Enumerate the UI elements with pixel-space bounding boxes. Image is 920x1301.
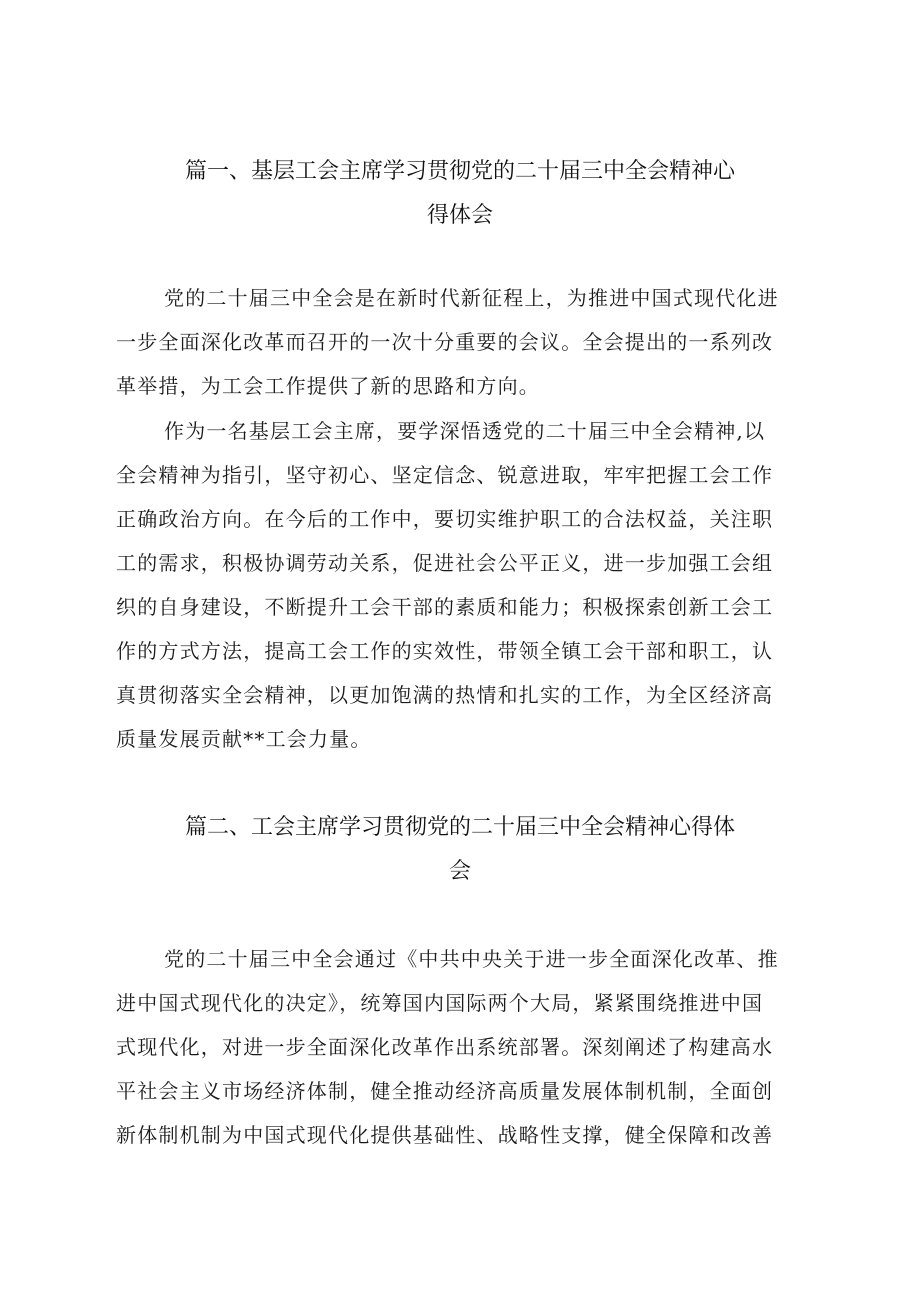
section2-title-line: 篇二、工会主席学习贯彻党的二十届三中全会精神心得体 [184,815,735,840]
paragraph-line: 新体制机制为中国式现代化提供基础性、战略性支撑，健全保障和改善 [116,1123,774,1147]
section1-paragraph-1 [116,276,828,408]
paragraph-line: 全会精神为指引，坚守初心、坚定信念、锐意进取，牢牢把握工会工作 [116,463,774,487]
paragraph-line: 正确政治方向。在今后的工作中，要切实维护职工的合法权益，关注职 [116,507,774,531]
section2-title [140,806,780,894]
paragraph-line: 党的二十届三中全会通过《中共中央关于进一步全面深化改革、推 [164,947,779,971]
section1-title-line: 得体会 [426,203,493,228]
section2-paragraph-1 [116,937,828,1157]
section2-title-line: 会 [448,859,471,884]
paragraph-line: 作的方式方法，提高工会工作的实效性，带领全镇工会干部和职工，认 [116,639,774,663]
paragraph-line: 革举措，为工会工作提供了新的思路和方向。 [116,374,540,398]
paragraph-line: 质量发展贡献**工会力量。 [116,727,372,751]
paragraph-line: 真贯彻落实全会精神，以更加饱满的热情和扎实的工作，为全区经济高 [116,683,774,707]
paragraph-line: 平社会主义市场经济体制，健全推动经济高质量发展体制机制，全面创 [116,1079,774,1103]
paragraph-line: 一步全面深化改革而召开的一次十分重要的会议。全会提出的一系列改 [116,330,774,354]
paragraph-line: 党的二十届三中全会是在新时代新征程上，为推进中国式现代化进 [164,286,779,310]
paragraph-line: 式现代化，对进一步全面深化改革作出系统部署。深刻阐述了构建高水 [116,1035,774,1059]
paragraph-line: 工的需求，积极协调劳动关系，促进社会公平正义，进一步加强工会组 [116,551,774,575]
section1-title-line: 篇一、基层工会主席学习贯彻党的二十届三中全会精神心 [184,159,735,184]
paragraph-line: 进中国式现代化的决定》，统筹国内国际两个大局，紧紧围绕推进中国 [116,991,764,1015]
section1-paragraph-2 [116,409,828,761]
paragraph-line: 织的自身建设，不断提升工会干部的素质和能力；积极探索创新工会工 [116,595,774,619]
paragraph-line: 作为一名基层工会主席，要学深悟透党的二十届三中全会精神,以 [164,419,766,443]
section1-title [140,150,780,238]
